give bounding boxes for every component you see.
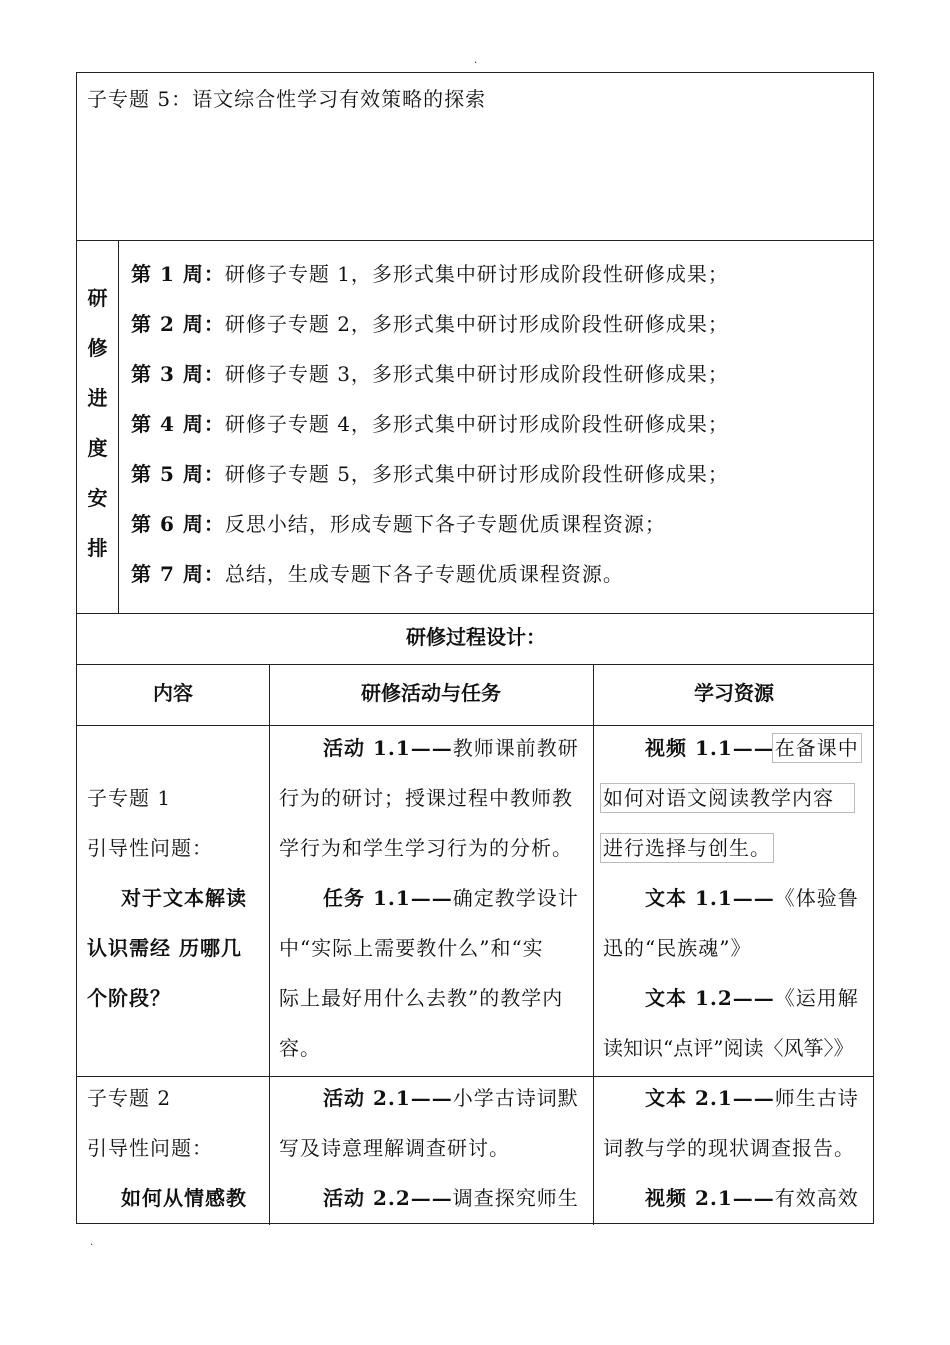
week-item: [131, 510, 666, 538]
resource-label: 文本 1.1——: [645, 886, 775, 910]
resource-text: [603, 834, 771, 862]
week-text: 研修子专题 2，多形式集中研讨形成阶段性研修成果；: [224, 312, 729, 336]
resource-text: 词教与学的现状调查报告。: [603, 1136, 855, 1160]
task-text: 确定教学设计: [452, 886, 579, 910]
video-1-1: [645, 734, 859, 762]
activity-text: 行为的研讨；授课过程中教师教: [279, 786, 573, 810]
task-text: 中“实际上需要教什么”和“实: [279, 936, 544, 960]
rule: [77, 664, 873, 665]
activity-text: 学行为和学生学习行为的分析。: [279, 836, 573, 860]
bottom-dot: ·: [90, 1240, 94, 1251]
activity-text: 教师课前教研: [452, 736, 579, 760]
schedule-label-char: 安: [87, 486, 108, 510]
resource-label: 视频 1.1——: [645, 736, 775, 760]
resource-text: 在备课中: [774, 736, 859, 760]
activity-2-2: [323, 1184, 579, 1212]
resource-text: 《运用解: [774, 986, 859, 1010]
task-1-1: [323, 884, 579, 912]
task-text: 际上最好用什么去教”的教学内: [279, 986, 564, 1010]
row2-guide-label: 引导性问题：: [87, 1136, 213, 1160]
text-1-1: [645, 884, 859, 912]
rule: [118, 240, 119, 613]
header-resources: 学习资源: [694, 681, 774, 705]
activity-label: 活动 2.2——: [323, 1186, 453, 1210]
activity-1-1: [323, 734, 579, 762]
row1-guide-label: 引导性问题：: [87, 836, 213, 860]
schedule-label: [77, 241, 118, 613]
week-label: 第 4 周：: [131, 412, 225, 436]
activity-text: 写及诗意理解调查研讨。: [279, 1136, 510, 1160]
week-label: 第 7 周：: [131, 562, 225, 586]
week-text: 研修子专题 4，多形式集中研讨形成阶段性研修成果；: [224, 412, 729, 436]
row2-subtopic: 子专题 2: [87, 1086, 172, 1110]
week-item: [131, 560, 624, 588]
resource-text: 《体验鲁: [774, 886, 859, 910]
schedule-label-char: 研: [87, 286, 108, 310]
week-text: 研修子专题 3，多形式集中研讨形成阶段性研修成果；: [224, 362, 729, 386]
design-title: 研修过程设计：: [406, 625, 546, 649]
week-label: 第 6 周：: [131, 512, 225, 536]
activity-text: 小学古诗词默: [452, 1086, 579, 1110]
week-label: 第 5 周：: [131, 462, 225, 486]
rule: [77, 613, 873, 614]
week-label: 第 3 周：: [131, 362, 225, 386]
rule: [593, 664, 594, 1225]
week-text: 研修子专题 5，多形式集中研讨形成阶段性研修成果；: [224, 462, 729, 486]
schedule-label-char: 进: [87, 386, 108, 410]
task-text: 容。: [279, 1036, 321, 1060]
week-item: [131, 410, 729, 438]
resource-text: 迅的“民族魂”》: [603, 936, 752, 960]
week-item: [131, 460, 729, 488]
row2-question: 如何从情感教: [121, 1186, 247, 1210]
week-text: 研修子专题 1，多形式集中研讨形成阶段性研修成果；: [224, 262, 729, 286]
activity-text: 调查探究师生: [452, 1186, 579, 1210]
row1-subtopic: 子专题 1: [87, 786, 172, 810]
schedule-label-char: 排: [87, 536, 108, 560]
resource-label: 文本 1.2——: [645, 986, 775, 1010]
activity-2-1: [323, 1084, 579, 1112]
header-content: 内容: [153, 681, 193, 705]
resource-label: 视频 2.1——: [645, 1186, 775, 1210]
resource-text: 有效高效: [774, 1186, 859, 1210]
week-item: [131, 310, 729, 338]
resource-text-box: 如何对语文阅读教学内容: [603, 786, 852, 810]
row1-question: 对于文本解读: [121, 886, 247, 910]
activity-label: 活动 1.1——: [323, 736, 453, 760]
rule: [77, 725, 873, 726]
activity-label: 活动 2.1——: [323, 1086, 453, 1110]
plan-table: [76, 72, 874, 1224]
week-text: 反思小结，形成专题下各子专题优质课程资源；: [224, 512, 666, 536]
rule: [77, 240, 873, 241]
text-2-1: [645, 1084, 859, 1112]
week-label: 第 1 周：: [131, 262, 225, 286]
week-label: 第 2 周：: [131, 312, 225, 336]
schedule-label-char: 修: [87, 336, 108, 360]
resource-text: [603, 784, 852, 812]
resource-text-box: 进行选择与创生。: [603, 836, 771, 860]
week-item: [131, 360, 729, 388]
rule: [269, 664, 270, 1225]
resource-text: 读知识“点评”阅读〈风筝〉》: [603, 1036, 854, 1060]
row1-question: 个阶段？: [87, 986, 171, 1010]
video-2-1: [645, 1184, 859, 1212]
schedule-label-char: 度: [87, 436, 108, 460]
top-dot: ·: [474, 58, 478, 69]
resource-label: 文本 2.1——: [645, 1086, 775, 1110]
text-1-2: [645, 984, 859, 1012]
task-label: 任务 1.1——: [323, 886, 453, 910]
week-item: [131, 260, 729, 288]
header-activities: 研修活动与任务: [361, 681, 501, 705]
rule: [77, 1076, 873, 1077]
week-text: 总结，生成专题下各子专题优质课程资源。: [224, 562, 624, 586]
row1-question: 认识需经 历哪几: [87, 936, 242, 960]
subtopic-5-title: 子专题 5：语文综合性学习有效策略的探索: [87, 87, 487, 111]
resource-text: 师生古诗: [774, 1086, 859, 1110]
